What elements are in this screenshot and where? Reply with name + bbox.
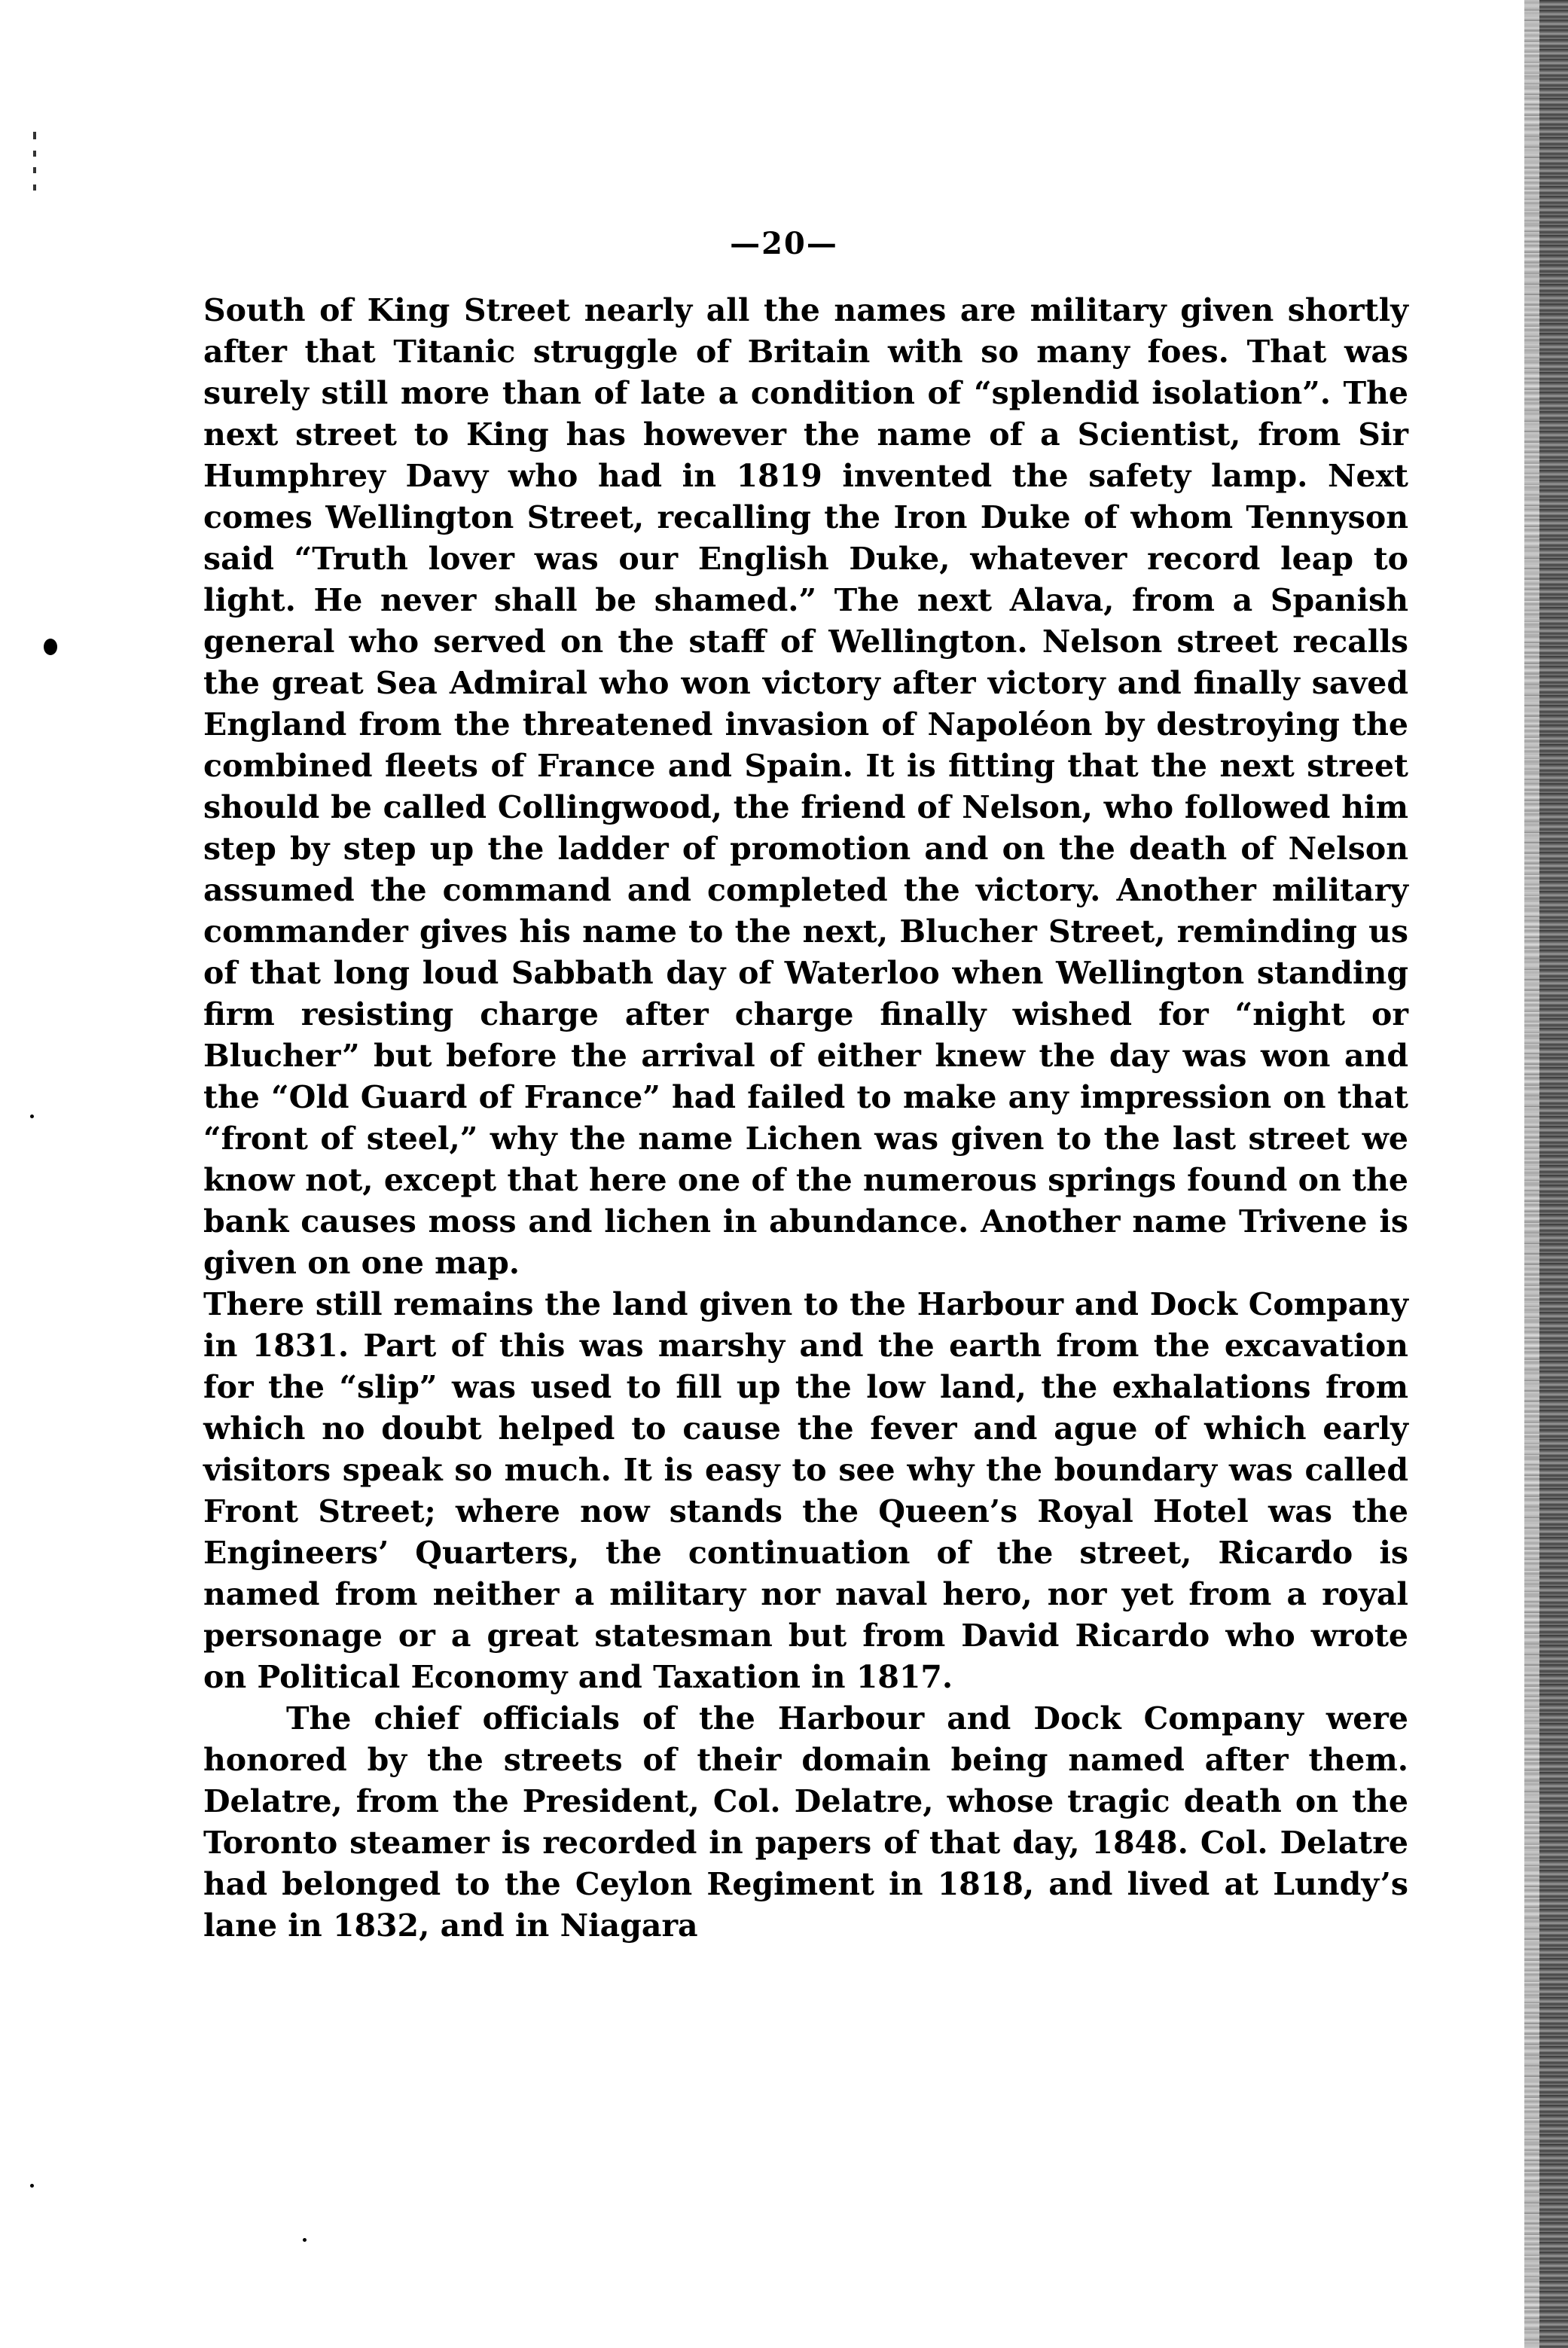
scan-mark — [33, 184, 36, 191]
scan-speck — [30, 1115, 34, 1118]
scan-mark — [33, 132, 36, 139]
paragraph: South of King Street nearly all the names are military given shortly after that Titanic struggle of Britain with so many foes. That was surely still more than of late a condition of “splendid isolation”. The next street to King has however the name of a Scientist, from Sir Humphrey Davy who had in 1819 invented the safety lamp. Next comes Wellington Street, recalling the Iron Duke of whom Tennyson said “Truth lover was our English Duke, whatever record leap to light. He never shall be shamed.” The next Alava, from a Spanish general who served on the staff of Wellington. Nelson street recalls the great Sea Admiral who won victory after victory and finally saved England from the threatened invasion of Napoléon by destroying the combined fleets of France and Spain. It is fitting that the next street should be called Collingwood, the friend of Nelson, who followed him step by step up the ladder of promotion and on the death of Nelson assumed the command and completed the victory. Another military commander gives his name to the next, Blucher Street, reminding us of that long loud Sabbath day of Waterloo when Wellington standing firm resisting charge after charge finally wished for “night or Blucher” but before the arrival of either knew the day was won and the “Old Guard of France” had failed to make any impression on that “front of steel,” why the name Lichen was given to the last street we know not, except that here one of the numerous springs found on the bank causes moss and lichen in abundance. Another name Trivene is given on one map. — [203, 292, 1408, 1281]
scan-edge-shadow — [1524, 0, 1568, 2348]
paragraph: There still remains the land given to the Harbour and Dock Company in 1831. Part of this was marshy and the earth from the excavation for the “slip” was used to fill up the low land, the exhalations from which no doubt helped to cause the fever and ague of which early visitors speak so much. It is easy to see why the boundary was called Front Street; where now stands the Queen’s Royal Hotel was the Engineers’ Quarters, the continuation of the street, Ricardo is named from neither a military nor naval hero, nor yet from a royal personage or a great statesman but from David Ricardo who wrote on Political Economy and Taxation in 1817. — [203, 1286, 1408, 1695]
paragraph: The chief officials of the Harbour and Dock Company were honored by the streets of their domain being named after them. Delatre, from the President, Col. Delatre, whose tragic death on the Toronto steamer is recorded in papers of that day, 1848. Col. Delatre had belonged to the Ceylon Regiment in 1818, and lived at Lundy’s lane in 1832, and in Niagara — [203, 1700, 1408, 1944]
ink-blot — [44, 639, 57, 655]
scan-mark — [33, 151, 36, 157]
scan-speck — [303, 2238, 307, 2242]
body-text — [203, 290, 1408, 1947]
page-number: —20— — [730, 226, 838, 261]
scan-speck — [30, 2184, 34, 2188]
scan-mark — [33, 167, 36, 173]
